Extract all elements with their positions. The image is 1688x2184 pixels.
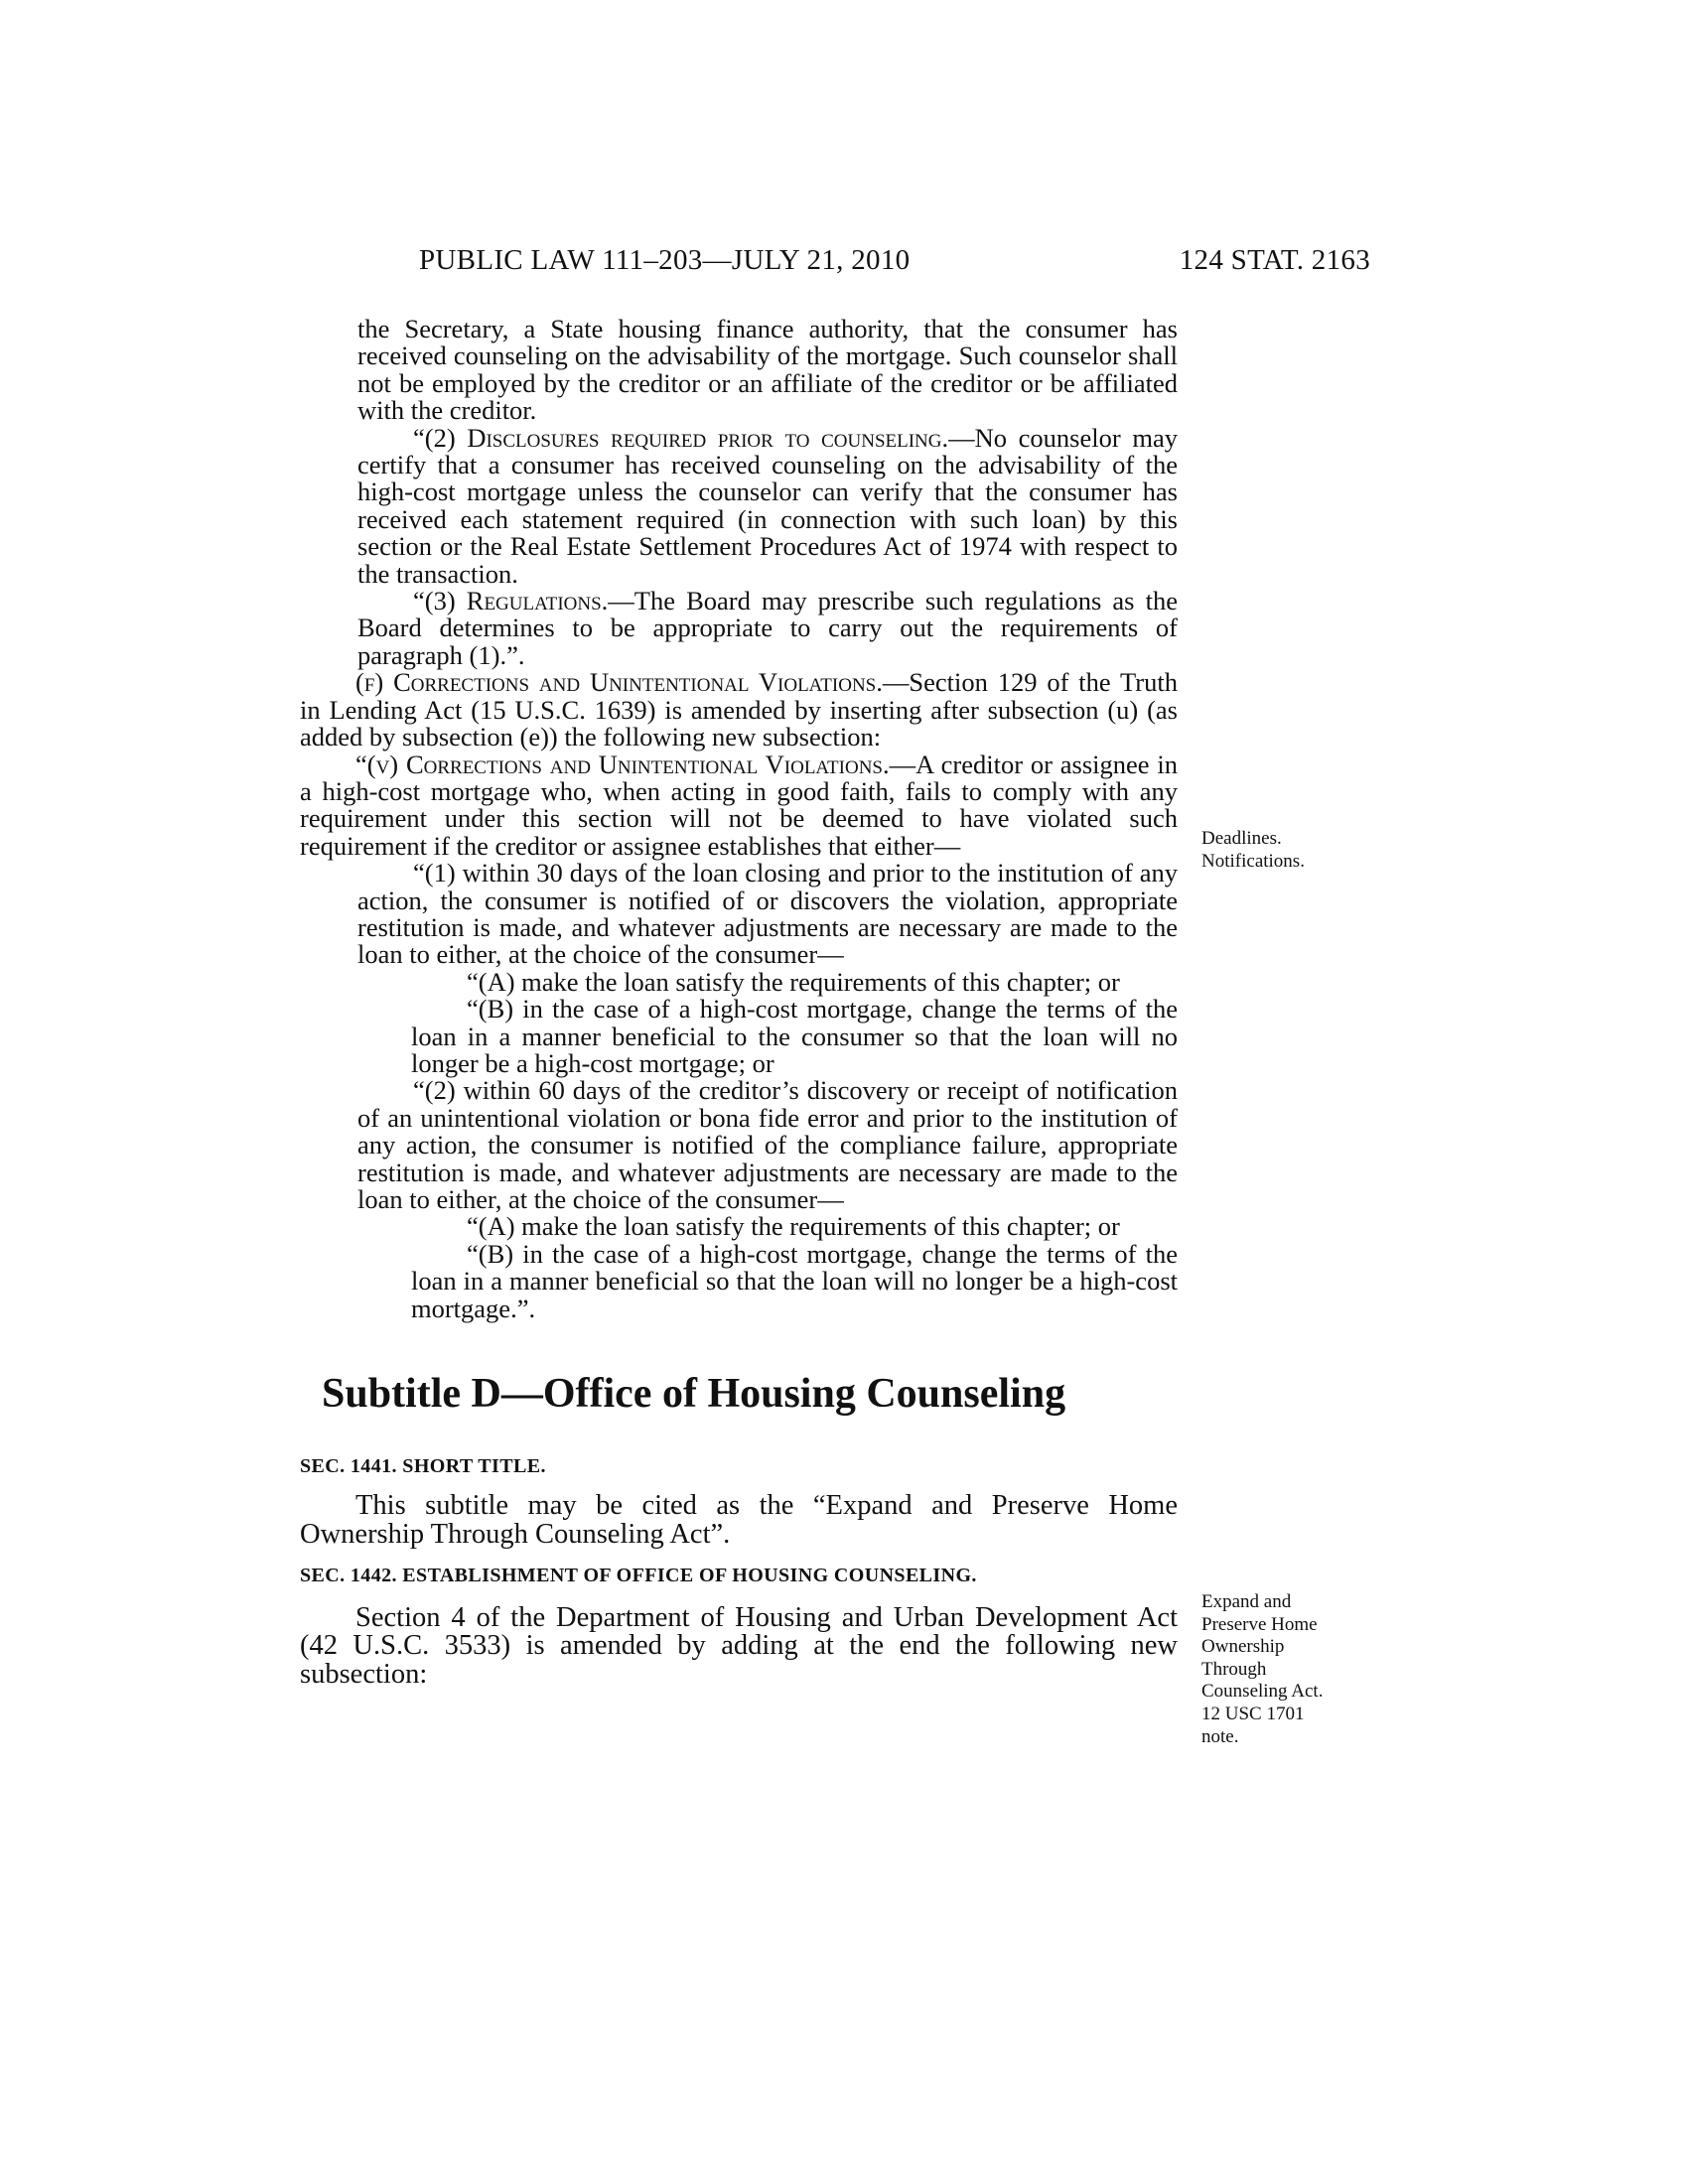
- paragraph-heading: “(2) Disclosures required prior to counseling.: [413, 422, 949, 453]
- margin-note-line: Deadlines.: [1201, 828, 1282, 849]
- header-public-law: PUBLIC LAW 111–203—JULY 21, 2010: [419, 244, 911, 276]
- running-header: [298, 244, 1370, 284]
- margin-note-line: Counseling Act.: [1201, 1681, 1324, 1703]
- section-1441-text: This subtitle may be cited as the “Expand and Preserve Home Ownership Through Counseling Act”.: [300, 1490, 1178, 1550]
- margin-note-act-citation: [1201, 1591, 1323, 1748]
- margin-note-line: Notifications.: [1201, 850, 1305, 872]
- margin-note-line: Through: [1201, 1658, 1267, 1680]
- subparagraph-v1a: “(A) make the loan satisfy the requirements of this chapter; or: [467, 966, 1120, 997]
- main-text-column: [300, 316, 1178, 1689]
- header-stat-page: 124 STAT. 2163: [1179, 244, 1370, 276]
- margin-note-line: 12 USC 1701: [1201, 1703, 1305, 1724]
- margin-note-line: Expand and: [1201, 1591, 1292, 1612]
- section-1442-heading: SEC. 1442. ESTABLISHMENT OF OFFICE OF HOUSING COUNSELING.: [300, 1565, 977, 1587]
- paragraph-body: —The Board may prescribe such regulations as the Board determines to be appropriate to carry out the requirements of paragraph (1).”.: [357, 586, 1178, 670]
- subparagraph-v2b: “(B) in the case of a high-cost mortgage, change the terms of the loan in a manner beneficial so that the loan will no longer be a high-cost mortgage.”.: [411, 1238, 1178, 1323]
- margin-note-line: Preserve Home: [1201, 1613, 1318, 1635]
- subtitle-heading: Subtitle D—Office of Housing Counseling: [322, 1371, 1066, 1418]
- paragraph-v2: “(2) within 60 days of the creditor’s discovery or receipt of notification of an unintentional violation or bona fide error and prior to the institution of any action, the consumer is notified of the compliance failure, appropriate restitution is made, and whatever adjustments are necessary are made to the loan to either, at the choice of the consumer—: [357, 1075, 1178, 1214]
- subsection-heading: “(v) Corrections and Unintentional Violations.: [355, 749, 890, 779]
- paragraph-counselor-certification: the Secretary, a State housing finance authority, that the consumer has received counseling on the advisability of the mortgage. Such counselor shall not be employed by the creditor or an affiliate of the creditor or be affiliated with the creditor.: [357, 314, 1178, 426]
- paragraph-v1: “(1) within 30 days of the loan closing and prior to the institution of any action, the consumer is notified of or discovers the violation, appropriate restitution is made, and whatever adjustments are necessary are made to the loan to either, at the choice of the consumer—: [357, 858, 1178, 970]
- section-1442-text: Section 4 of the Department of Housing and Urban Development Act (42 U.S.C. 3533) is amended by adding at the end the following new subsection:: [300, 1601, 1178, 1690]
- section-1441-heading: SEC. 1441. SHORT TITLE.: [300, 1455, 546, 1478]
- margin-note-line: Ownership: [1201, 1636, 1285, 1658]
- paragraph-disclosures: [300, 422, 1178, 589]
- subsection-f: [300, 669, 1178, 751]
- margin-note-line: note.: [1201, 1725, 1239, 1747]
- subparagraph-v2a: “(A) make the loan satisfy the requirements of this chapter; or: [467, 1211, 1120, 1242]
- subparagraph-v1b: “(B) in the case of a high-cost mortgage, change the terms of the loan in a manner beneficial to the consumer so that the loan will no longer be a high-cost mortgage; or: [411, 994, 1178, 1078]
- subsection-heading: (f) Corrections and Unintentional Violations.: [355, 667, 883, 698]
- subsection-body: —Section 129 of the Truth in Lending Act (15 U.S.C. 1639) is amended by inserting after subsection (u) (as added by subsection (e)) the following new subsection:: [300, 667, 1178, 752]
- paragraph-heading: “(3) Regulations.: [413, 586, 609, 616]
- margin-note-deadlines: [1201, 828, 1305, 873]
- paragraph-body: —No counselor may certify that a consumer has received counseling on the advisability of the high-cost mortgage unless the counselor can verify that the consumer has received each statement required (in connection with such loan) by this section or the Real Estate Settlement Procedures Act of 1974 with respect to the transaction.: [357, 422, 1178, 589]
- paragraph-regulations: [300, 588, 1178, 669]
- subsection-body: —A creditor or assignee in a high-cost mortgage who, when acting in good faith, fails to comply with any requirement under this section will not be deemed to have violated such requirement if the creditor or assignee establishes that either—: [300, 749, 1178, 861]
- subsection-v: [300, 751, 1178, 861]
